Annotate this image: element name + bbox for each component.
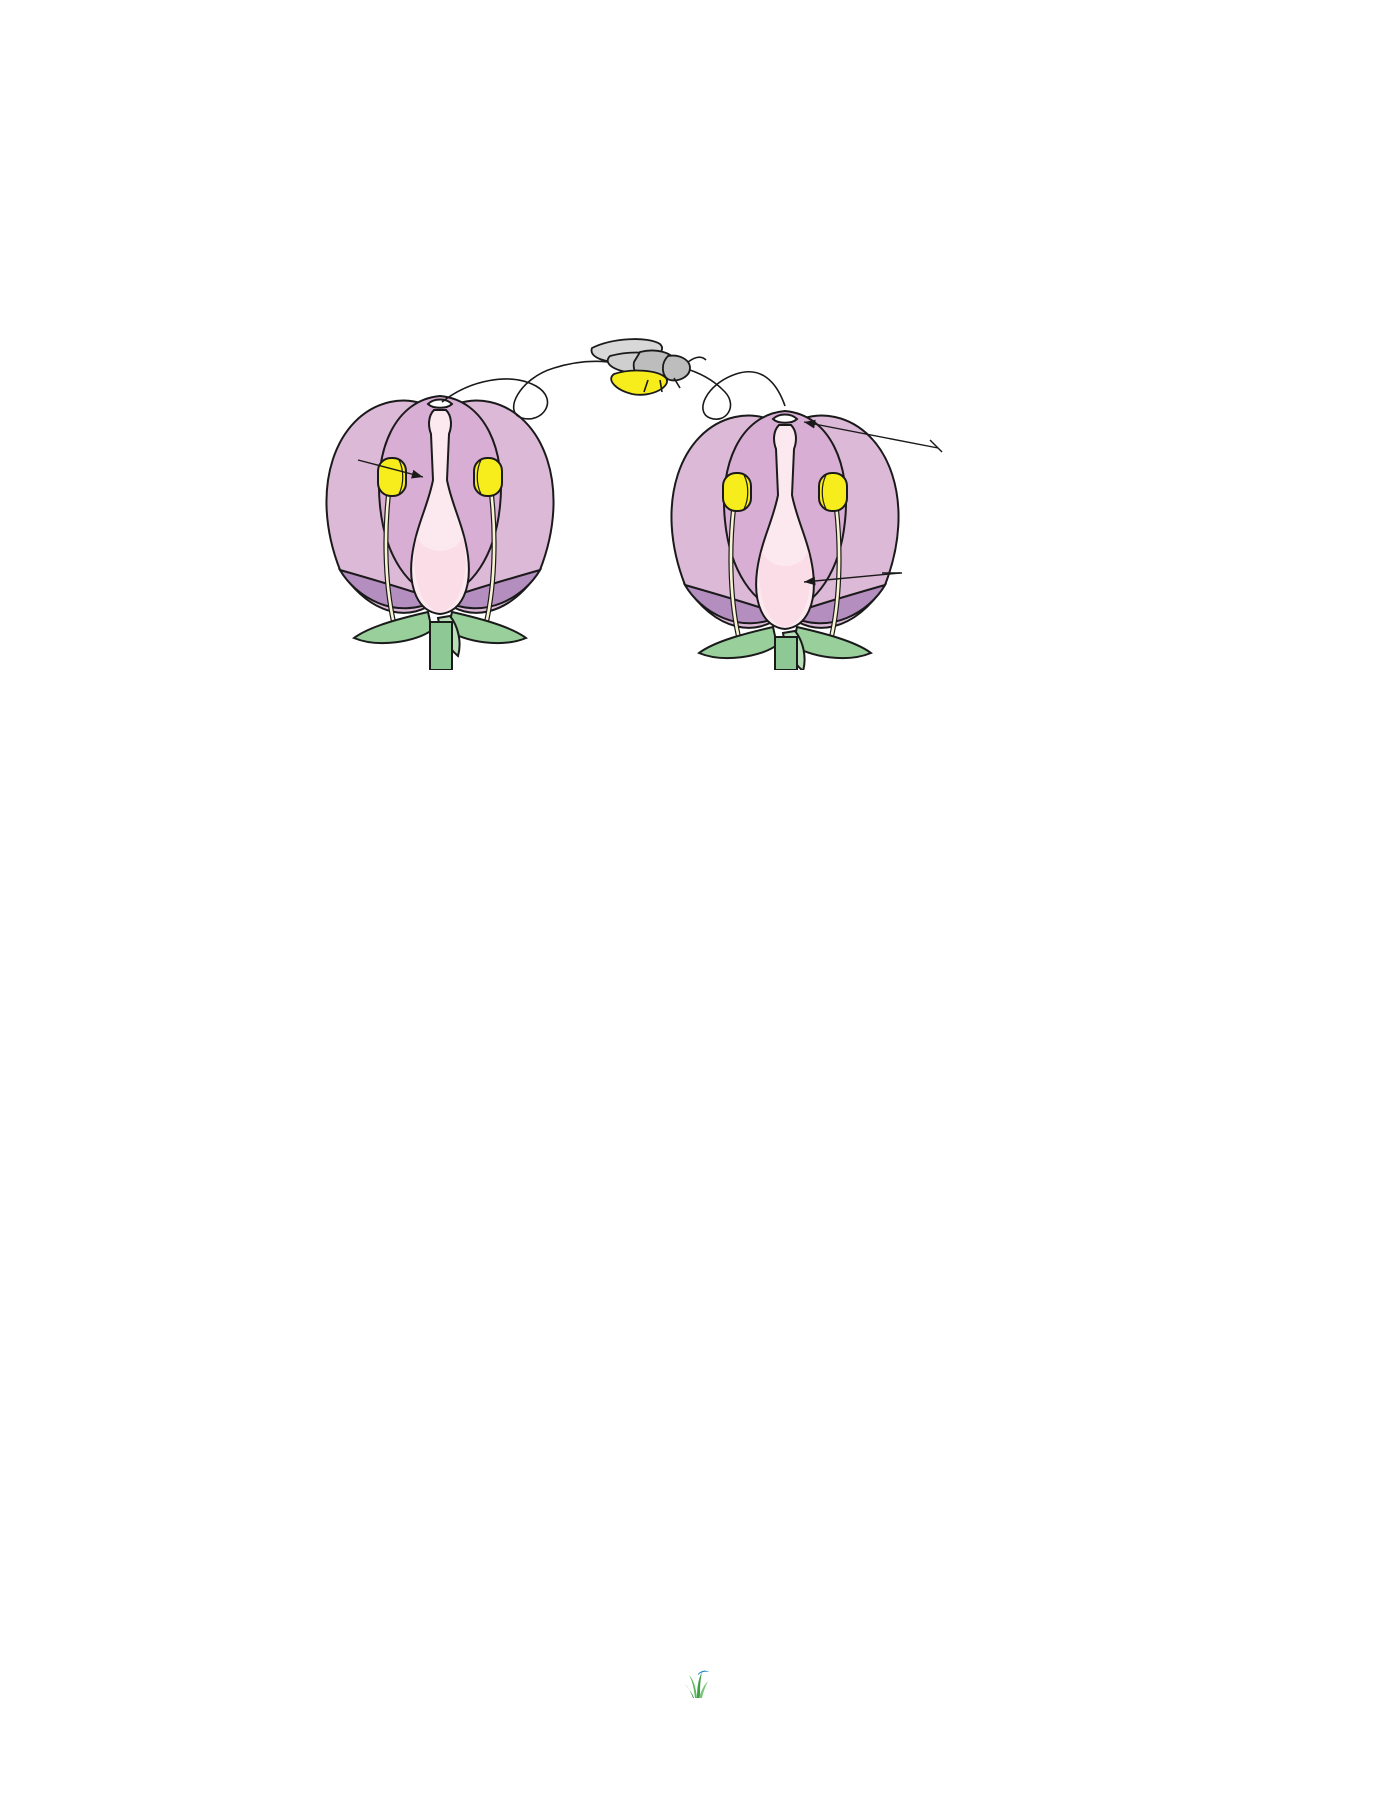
bee-antenna bbox=[688, 357, 706, 362]
grass-icon bbox=[685, 1668, 709, 1698]
right-flower bbox=[671, 411, 898, 670]
pollination-figure bbox=[140, 330, 1250, 670]
stigma bbox=[428, 400, 452, 408]
left-flower bbox=[326, 396, 553, 670]
anther-left bbox=[378, 458, 406, 496]
pollination-diagram-svg bbox=[140, 330, 1250, 670]
stem bbox=[430, 622, 452, 670]
bee-pollinator bbox=[591, 339, 706, 395]
anther-right bbox=[474, 458, 502, 496]
bee-head bbox=[663, 356, 690, 381]
footer-logo bbox=[0, 1668, 1391, 1708]
stigma-r bbox=[773, 415, 797, 423]
footer-logo-inner bbox=[679, 1668, 713, 1708]
anther-left-r bbox=[723, 473, 751, 511]
bee-abdomen-pollen bbox=[611, 371, 667, 395]
anther-right-r bbox=[819, 473, 847, 511]
stem-r bbox=[775, 637, 797, 670]
leader-tick-2 bbox=[930, 440, 942, 452]
